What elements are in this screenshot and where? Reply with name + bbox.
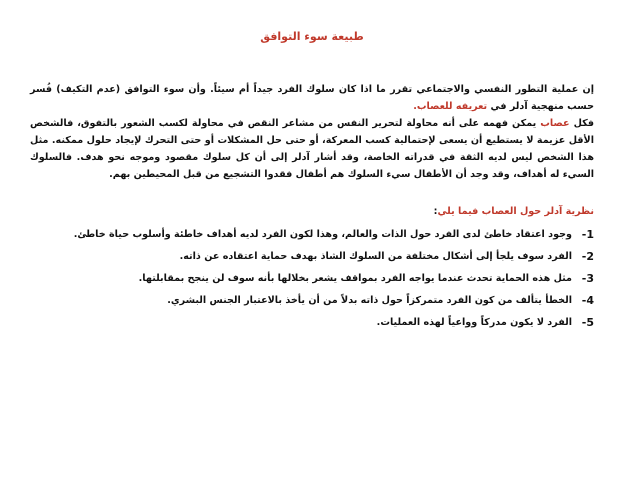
list-item-text: الخطأ يتألف من كون الفرد متمركزاً حول ذاته بدلاً من أن يأخذ بالاعتبار الجنس البشري.	[167, 295, 572, 306]
theory-heading-colon: :	[433, 206, 438, 217]
intro-line2-prefix: منهجية آدلر في	[490, 101, 564, 112]
theory-heading-text: نظرية آدلر حول العصاب فيما يلي	[437, 206, 594, 217]
list-item-number: 3-	[581, 272, 594, 285]
intro-line1: إن عملية التطور النفسي والاجتماعي تقرر ما اذا كان سلوك الفرد جيداً أم سيئاً. وأن سوء التوافق (عدم التكيف) فُسر حسب	[30, 84, 594, 112]
list-item	[30, 246, 594, 268]
list-item-number: 1-	[581, 228, 594, 241]
list-item	[30, 290, 594, 312]
list-item-text: الفرد لا يكون مدركاً وواعياً لهذه العمليات.	[376, 317, 572, 328]
theory-heading	[30, 203, 594, 220]
list-item	[30, 268, 594, 290]
neurosis-prefix: فكل	[573, 118, 594, 129]
intro-paragraph	[30, 81, 594, 115]
list-item	[30, 224, 594, 246]
list-item-text: الفرد سوف يلجأ إلى أشكال مختلفة من السلوك الشاذ بهدف حماية اعتقاده عن ذاته.	[179, 251, 572, 262]
neurosis-highlight: عصاب	[540, 118, 570, 129]
theory-list	[30, 224, 594, 334]
neurosis-paragraph	[30, 115, 594, 183]
neurosis-text: يمكن فهمه على أنه محاولة لتحرير النفس من مشاعر النقص في محاولة لكسب الشعور بالتفوق، فالشخص الأقل عزيمة لا يستطيع أن يسعى لإحتمالية كسب المعركة، أو حتى حل المشكلات أو حتى التحرك لإيجاد حلول ممكنه. مثل هذا الشخص ليس لديه الثقة في قدراته الخاصة، وقد أشار آدلر إلى أن كل سلوك مقصود وموجه نحو هدف. فالسلوك السيء له أهداف، وقد وجد أن الأطفال سيء السلوك هم أطفال فقدوا التشجيع من قبل المحيطين بهم.	[30, 118, 594, 180]
intro-line2-highlight: تعريفه للعصاب.	[413, 101, 488, 112]
slide-title: طبيعة سوء التوافق	[260, 30, 364, 43]
list-item	[30, 312, 594, 334]
list-item-number: 5-	[581, 316, 594, 329]
list-item-number: 2-	[581, 250, 594, 263]
list-item-text: مثل هذه الحماية تحدث عندما يواجه الفرد بمواقف يشعر بخلالها بأنه سوف لن ينجح بمقابلتها.	[138, 273, 572, 284]
list-item-number: 4-	[581, 294, 594, 307]
list-item-text: وجود اعتقاد خاطئ لدى الفرد حول الذات والعالم، وهذا لكون الفرد لديه أهداف خاطئة وأسلوب حياة خاطئ.	[73, 229, 572, 240]
